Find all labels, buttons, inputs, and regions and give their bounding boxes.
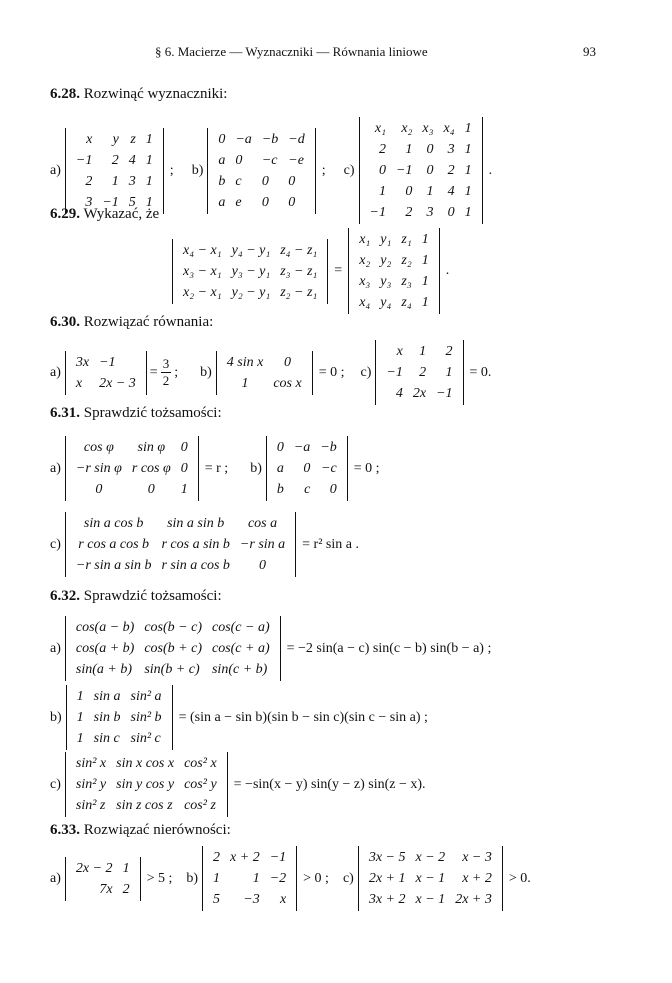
determinant bbox=[216, 351, 313, 395]
denominator: 2 bbox=[162, 373, 170, 388]
problem-6-33 bbox=[50, 846, 537, 911]
matrix-cell: 0 bbox=[218, 131, 226, 147]
matrix-cell: x bbox=[75, 375, 83, 391]
matrix-cell: −r sin a sin b bbox=[75, 558, 152, 573]
determinant bbox=[202, 846, 297, 911]
problem-6-30 bbox=[50, 340, 497, 405]
separator: . bbox=[488, 162, 493, 178]
part-label: a) bbox=[50, 640, 61, 656]
determinant bbox=[348, 228, 440, 314]
matrix-cell: x − 2 bbox=[415, 850, 446, 865]
matrix-cell: cos² z bbox=[184, 798, 216, 813]
matrix-cell: c bbox=[235, 173, 242, 189]
matrix-cell: 1 bbox=[464, 184, 472, 199]
problem-6-32b bbox=[50, 685, 434, 750]
matrix-cell: 0 bbox=[95, 482, 103, 497]
separator: ; bbox=[169, 162, 174, 178]
part-label: c) bbox=[50, 536, 61, 552]
matrix-cell: −a bbox=[235, 131, 252, 147]
matrix-cell: 1 bbox=[426, 184, 434, 199]
matrix-cell: −1 bbox=[269, 850, 287, 865]
matrix-cell: 1 bbox=[76, 731, 84, 746]
rhs: = −sin(x − y) sin(y − z) sin(z − x). bbox=[233, 776, 426, 792]
matrix-cell: −1 bbox=[395, 163, 413, 178]
matrix-cell: x₄ bbox=[359, 295, 371, 310]
part-label: b) bbox=[50, 709, 62, 725]
determinant bbox=[65, 128, 164, 214]
matrix-cell: 0 bbox=[284, 354, 291, 370]
problem-6-29 bbox=[172, 228, 455, 314]
determinant bbox=[375, 340, 463, 405]
matrix-cell: −1 bbox=[436, 386, 453, 401]
part-label: b) bbox=[250, 460, 262, 476]
matrix-cell: x − 1 bbox=[415, 871, 446, 886]
part-label: a) bbox=[50, 162, 61, 178]
problem-heading bbox=[50, 206, 159, 223]
matrix-cell: −1 bbox=[369, 205, 386, 220]
matrix-cell: 5 bbox=[128, 194, 136, 210]
problem-text: Rozwinąć wyznaczniki: bbox=[83, 86, 228, 102]
matrix-cell: x bbox=[279, 892, 287, 907]
matrix-cell: 0 bbox=[276, 440, 284, 455]
matrix-cell: −2 bbox=[269, 871, 287, 886]
matrix-cell: e bbox=[235, 194, 242, 210]
matrix-cell: 2 bbox=[405, 205, 413, 220]
matrix-cell: 0 bbox=[180, 440, 188, 455]
separator: ; bbox=[321, 162, 326, 178]
matrix-cell: 0 bbox=[288, 194, 296, 210]
matrix-cell: 4 bbox=[395, 386, 403, 401]
matrix-cell: 0 bbox=[259, 558, 267, 573]
matrix-cell: x₄ bbox=[443, 121, 455, 136]
rhs: = 0 ; bbox=[318, 364, 345, 380]
determinant bbox=[358, 846, 503, 911]
matrix-cell: r cos a sin b bbox=[161, 537, 230, 552]
matrix-cell: −d bbox=[288, 131, 305, 147]
equals-sign: = bbox=[334, 263, 343, 278]
matrix-cell: −c bbox=[321, 461, 337, 476]
matrix-cell: cos(b − c) bbox=[144, 620, 202, 635]
matrix-cell: −c bbox=[261, 152, 278, 168]
problem-heading bbox=[50, 86, 227, 103]
matrix-cell: 0 bbox=[261, 173, 269, 189]
matrix-cell: 2x bbox=[412, 386, 427, 401]
matrix-cell: sin a bbox=[93, 689, 121, 704]
determinant bbox=[207, 128, 315, 214]
matrix-cell: sin a cos b bbox=[83, 516, 144, 531]
matrix-cell: y₃ − y₁ bbox=[231, 263, 271, 279]
part-label: a) bbox=[50, 460, 61, 476]
matrix-cell: x bbox=[86, 131, 93, 147]
matrix-cell: −1 bbox=[102, 194, 119, 210]
matrix-cell: z₃ − z₁ bbox=[280, 263, 318, 279]
matrix-cell: y₄ bbox=[380, 295, 392, 310]
matrix-cell: sin φ bbox=[137, 440, 166, 455]
problem-6-32c bbox=[50, 752, 432, 817]
matrix-cell: 0 bbox=[329, 482, 337, 497]
matrix-cell: y₁ bbox=[380, 232, 392, 247]
problem-text: Sprawdzić tożsamości: bbox=[83, 405, 222, 421]
matrix-cell: 1 bbox=[464, 142, 472, 157]
matrix-cell: 1 bbox=[464, 205, 472, 220]
matrix-cell: 1 bbox=[419, 344, 427, 359]
problem-number: 6.30. bbox=[50, 314, 80, 330]
matrix-cell: y₃ bbox=[380, 274, 392, 289]
equals-sign: = bbox=[149, 364, 158, 380]
matrix-cell: 3 bbox=[426, 205, 434, 220]
matrix-cell: 0 bbox=[303, 461, 311, 476]
part-label: c) bbox=[342, 870, 354, 886]
matrix-cell: 1 bbox=[76, 689, 84, 704]
rhs: = 0. bbox=[469, 364, 492, 380]
determinant bbox=[266, 436, 348, 501]
matrix-cell: 3 bbox=[447, 142, 455, 157]
matrix-cell: 0 bbox=[147, 482, 155, 497]
matrix-cell: −1 bbox=[99, 354, 116, 370]
matrix-cell: cos φ bbox=[83, 440, 114, 455]
problem-text: Rozwiązać nierówności: bbox=[83, 822, 231, 838]
page-number: 93 bbox=[583, 44, 596, 59]
matrix-cell: r cos φ bbox=[131, 461, 171, 476]
matrix-cell: x₃ bbox=[422, 121, 434, 136]
matrix-cell: sin y cos y bbox=[116, 777, 175, 792]
matrix-cell: z₃ bbox=[401, 274, 412, 289]
matrix-cell: sin² y bbox=[75, 777, 107, 792]
matrix-cell: z₁ bbox=[401, 232, 412, 247]
matrix-cell: 0 bbox=[405, 184, 413, 199]
matrix-cell: −b bbox=[261, 131, 279, 147]
rhs: = −2 sin(a − c) sin(c − b) sin(b − a) ; bbox=[286, 640, 492, 656]
matrix-cell: 0 bbox=[261, 194, 269, 210]
matrix-cell: 1 bbox=[241, 375, 249, 391]
matrix-cell: a bbox=[218, 194, 226, 210]
matrix-cell: 3x + 2 bbox=[368, 892, 406, 907]
part-label: b) bbox=[191, 162, 204, 178]
problem-number: 6.31. bbox=[50, 405, 80, 421]
part-label: c) bbox=[360, 364, 372, 380]
matrix-cell: sin z cos z bbox=[116, 798, 173, 813]
matrix-cell: 0 bbox=[447, 205, 455, 220]
problem-number: 6.29. bbox=[50, 206, 80, 222]
matrix-cell: 1 bbox=[464, 121, 472, 136]
matrix-cell: x − 1 bbox=[415, 892, 446, 907]
running-title: § 6. Macierze — Wyznaczniki — Równania liniowe bbox=[155, 44, 428, 59]
problem-text: Wykazać, że bbox=[83, 206, 160, 222]
determinant bbox=[65, 616, 281, 681]
matrix-cell: 7x bbox=[99, 881, 113, 897]
part-label: b) bbox=[200, 364, 212, 380]
matrix-cell: sin a sin b bbox=[167, 516, 225, 531]
determinant bbox=[65, 857, 141, 901]
matrix-cell: sin c bbox=[93, 731, 120, 746]
problem-heading bbox=[50, 588, 222, 605]
matrix-cell: x₃ − x₁ bbox=[183, 263, 222, 279]
matrix-cell: r cos a cos b bbox=[78, 537, 150, 552]
matrix-cell: 4 bbox=[128, 152, 136, 168]
matrix-cell: x − 3 bbox=[462, 850, 492, 865]
matrix-cell: 1 bbox=[421, 274, 429, 289]
matrix-cell: 2 bbox=[419, 365, 427, 380]
part-label: a) bbox=[50, 870, 61, 886]
matrix-cell: 1 bbox=[421, 295, 429, 310]
matrix-cell: cos a bbox=[247, 516, 278, 531]
matrix-cell: x₂ − x₁ bbox=[183, 284, 222, 300]
matrix-cell: 1 bbox=[122, 860, 130, 876]
matrix-cell: 1 bbox=[111, 173, 119, 189]
matrix-cell: 1 bbox=[145, 173, 153, 189]
matrix-cell: 0 bbox=[426, 163, 434, 178]
matrix-cell: −e bbox=[288, 152, 304, 168]
matrix-cell: sin x cos x bbox=[116, 756, 175, 771]
matrix-cell: cos² x bbox=[184, 756, 217, 771]
problem-number: 6.33. bbox=[50, 822, 80, 838]
matrix-cell: 0 bbox=[235, 152, 243, 168]
matrix-cell: x₁ bbox=[374, 121, 386, 136]
matrix-cell: 5 bbox=[213, 892, 221, 907]
matrix-cell: x + 2 bbox=[230, 850, 260, 865]
matrix-cell: 3 bbox=[128, 173, 136, 189]
matrix-cell: z bbox=[130, 131, 136, 147]
numerator: 3 bbox=[162, 356, 170, 371]
matrix-cell: b bbox=[218, 173, 226, 189]
fraction bbox=[161, 356, 172, 389]
matrix-cell: b bbox=[276, 482, 284, 497]
matrix-cell: z₄ bbox=[401, 295, 412, 310]
matrix-cell: 2 bbox=[122, 881, 130, 897]
problem-number: 6.28. bbox=[50, 86, 80, 102]
matrix-cell: a bbox=[218, 152, 226, 168]
matrix-cell: x₄ − x₁ bbox=[183, 242, 222, 258]
matrix-cell: −3 bbox=[243, 892, 260, 907]
matrix-cell: 2 bbox=[447, 163, 455, 178]
rhs: = r² sin a . bbox=[302, 536, 359, 552]
matrix-cell: cos(c − a) bbox=[211, 620, 270, 635]
matrix-cell: 1 bbox=[421, 232, 429, 247]
matrix-cell: 4 bbox=[447, 184, 455, 199]
rhs: = (sin a − sin b)(sin b − sin c)(sin c − sin a) ; bbox=[178, 709, 428, 725]
matrix-cell: 1 bbox=[76, 710, 84, 725]
determinant bbox=[172, 239, 328, 304]
matrix-cell: x₃ bbox=[359, 274, 371, 289]
problem-heading bbox=[50, 314, 213, 331]
matrix-cell: −b bbox=[320, 440, 337, 455]
matrix-cell: 2 bbox=[213, 850, 221, 865]
matrix-cell: 3x bbox=[75, 354, 90, 370]
matrix-cell: x₂ bbox=[401, 121, 413, 136]
matrix-cell: cos² y bbox=[184, 777, 217, 792]
matrix-cell: 2x − 3 bbox=[99, 375, 136, 391]
matrix-cell: 1 bbox=[145, 152, 153, 168]
matrix-cell: z₂ bbox=[401, 253, 412, 268]
determinant bbox=[359, 117, 483, 224]
matrix-cell: sin² x bbox=[75, 756, 107, 771]
matrix-cell: sin(a + b) bbox=[75, 662, 132, 677]
problem-text: Rozwiązać równania: bbox=[83, 314, 214, 330]
matrix-cell: 0 bbox=[378, 163, 386, 178]
determinant bbox=[65, 752, 228, 817]
matrix-cell: y₂ bbox=[380, 253, 392, 268]
matrix-cell: 3x − 5 bbox=[368, 850, 406, 865]
matrix-cell: 0 bbox=[288, 173, 296, 189]
rhs: = 0 ; bbox=[353, 460, 380, 476]
separator: . bbox=[445, 263, 450, 278]
problem-6-32a bbox=[50, 616, 497, 681]
part-label: c) bbox=[343, 162, 355, 178]
matrix-cell: 2 bbox=[378, 142, 386, 157]
matrix-cell: sin(b + c) bbox=[144, 662, 200, 677]
matrix-cell: sin(c + b) bbox=[211, 662, 268, 677]
problem-6-31c bbox=[50, 512, 365, 577]
matrix-cell: 2x + 3 bbox=[455, 892, 492, 907]
matrix-cell: z₄ − z₁ bbox=[280, 242, 318, 258]
matrix-cell: −1 bbox=[75, 152, 93, 168]
problem-heading bbox=[50, 822, 231, 839]
matrix-cell: x₂ bbox=[359, 253, 371, 268]
rhs: = r ; bbox=[204, 460, 229, 476]
matrix-cell: 1 bbox=[405, 142, 413, 157]
rhs: > 5 ; bbox=[146, 870, 173, 886]
matrix-cell: 1 bbox=[180, 482, 188, 497]
matrix-cell: −1 bbox=[386, 365, 403, 380]
problem-number: 6.32. bbox=[50, 588, 80, 604]
matrix-cell: sin² b bbox=[130, 710, 162, 725]
matrix-cell: 1 bbox=[252, 871, 260, 886]
problem-text: Sprawdzić tożsamości: bbox=[83, 588, 222, 604]
matrix-cell: y bbox=[112, 131, 119, 147]
matrix-cell: sin² z bbox=[75, 798, 106, 813]
matrix-cell: 3 bbox=[85, 194, 93, 210]
problem-6-31ab bbox=[50, 436, 386, 501]
matrix-cell: sin b bbox=[93, 710, 121, 725]
matrix-cell: 4 sin x bbox=[226, 354, 264, 370]
matrix-cell: 1 bbox=[421, 253, 429, 268]
matrix-cell: 0 bbox=[180, 461, 188, 476]
determinant bbox=[66, 685, 173, 750]
matrix-cell: r sin a cos b bbox=[161, 558, 230, 573]
matrix-cell: −r sin a bbox=[239, 537, 286, 552]
matrix-cell: sin² c bbox=[130, 731, 161, 746]
separator: ; bbox=[174, 364, 179, 380]
rhs: > 0. bbox=[508, 870, 531, 886]
matrix-cell: cos(b + c) bbox=[144, 641, 202, 656]
matrix-cell: −r sin φ bbox=[75, 461, 122, 476]
part-label: b) bbox=[186, 870, 199, 886]
rhs: > 0 ; bbox=[303, 870, 329, 886]
determinant bbox=[65, 512, 296, 577]
determinant bbox=[65, 436, 199, 501]
part-label: c) bbox=[50, 776, 61, 792]
matrix-cell: 1 bbox=[445, 365, 453, 380]
determinant bbox=[65, 351, 147, 395]
matrix-cell: 1 bbox=[145, 194, 153, 210]
matrix-cell: y₄ − y₁ bbox=[231, 242, 271, 258]
matrix-cell: z₂ − z₁ bbox=[280, 284, 318, 300]
matrix-cell: y₂ − y₁ bbox=[231, 284, 271, 300]
matrix-cell: 2x − 2 bbox=[75, 860, 113, 876]
matrix-cell: c bbox=[304, 482, 311, 497]
matrix-cell: 2x + 1 bbox=[368, 871, 406, 886]
matrix-cell: 2 bbox=[111, 152, 119, 168]
matrix-cell: a bbox=[276, 461, 284, 476]
matrix-cell: sin² a bbox=[130, 689, 162, 704]
matrix-cell: x + 2 bbox=[462, 871, 492, 886]
matrix-cell: 2 bbox=[85, 173, 93, 189]
matrix-cell: −a bbox=[293, 440, 311, 455]
matrix-cell: cos(c + a) bbox=[211, 641, 270, 656]
matrix-cell: 1 bbox=[145, 131, 153, 147]
matrix-cell: 1 bbox=[464, 163, 472, 178]
matrix-cell: cos(a − b) bbox=[75, 620, 135, 635]
matrix-cell: 1 bbox=[213, 871, 221, 886]
matrix-cell: cos(a + b) bbox=[75, 641, 135, 656]
matrix-cell: 2 bbox=[445, 344, 453, 359]
matrix-cell: cos x bbox=[273, 375, 302, 391]
matrix-cell: 0 bbox=[426, 142, 434, 157]
matrix-cell: x bbox=[396, 344, 403, 359]
part-label: a) bbox=[50, 364, 61, 380]
matrix-cell: x₁ bbox=[359, 232, 371, 247]
matrix-cell: 1 bbox=[378, 184, 386, 199]
problem-heading bbox=[50, 405, 222, 422]
